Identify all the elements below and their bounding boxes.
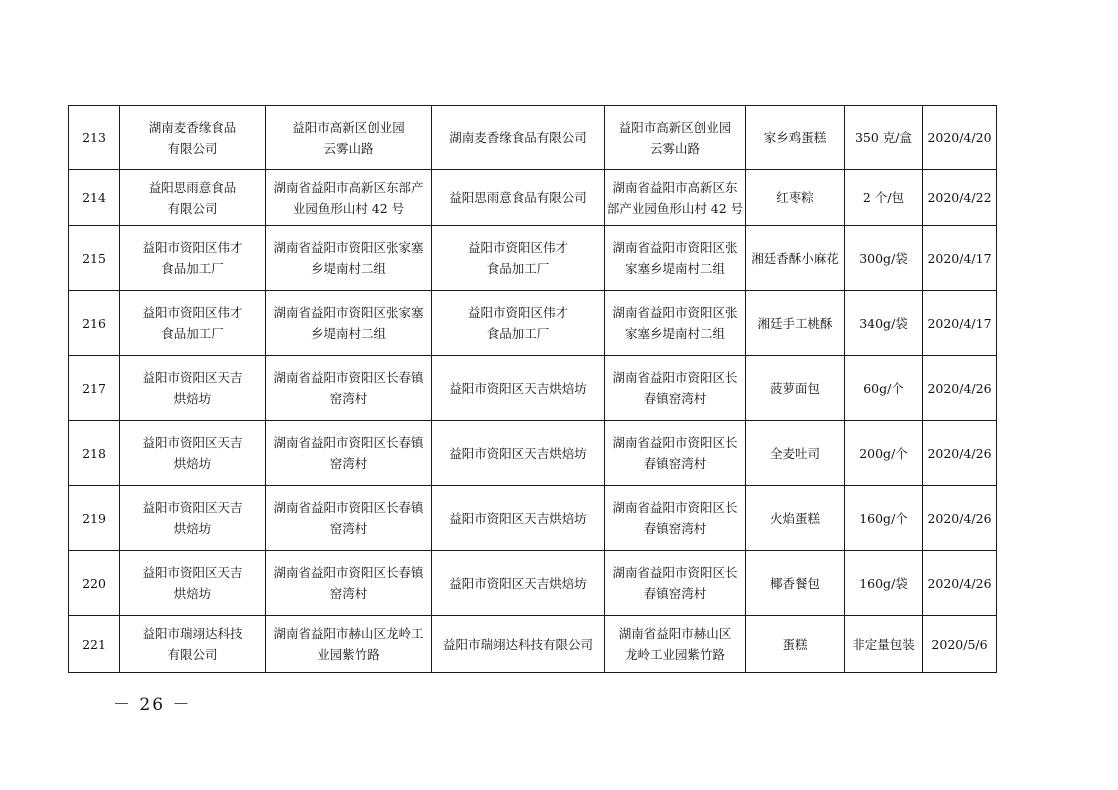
row-number: 218 <box>69 421 120 486</box>
production-date: 2020/4/17 <box>923 291 997 356</box>
product-spec: 非定量包装 <box>845 616 923 673</box>
row-number: 214 <box>69 170 120 226</box>
production-date: 2020/4/22 <box>923 170 997 226</box>
table-row <box>69 291 997 356</box>
table-row <box>69 421 997 486</box>
producer-name: 益阳市资阳区天吉 烘焙坊 <box>120 421 266 486</box>
producer-name: 益阳市资阳区伟才 食品加工厂 <box>120 291 266 356</box>
seller-address: 湖南省益阳市资阳区张 家塞乡堤南村二组 <box>605 291 746 356</box>
product-name: 湘廷香酥小麻花 <box>746 226 845 291</box>
product-name: 火焰蛋糕 <box>746 486 845 551</box>
seller-name: 湖南麦香缘食品有限公司 <box>432 106 605 170</box>
producer-address: 湖南省益阳市资阳区长春镇 窑湾村 <box>266 486 432 551</box>
row-number: 220 <box>69 551 120 616</box>
product-spec: 2 个/包 <box>845 170 923 226</box>
product-spec: 340g/袋 <box>845 291 923 356</box>
row-number: 215 <box>69 226 120 291</box>
product-spec: 160g/袋 <box>845 551 923 616</box>
producer-name: 益阳市资阳区天吉 烘焙坊 <box>120 551 266 616</box>
product-spec: 60g/个 <box>845 356 923 421</box>
product-spec: 300g/袋 <box>845 226 923 291</box>
producer-address: 益阳市高新区创业园 云雾山路 <box>266 106 432 170</box>
row-number: 213 <box>69 106 120 170</box>
table-row <box>69 486 997 551</box>
producer-name: 益阳市瑞翊达科技 有限公司 <box>120 616 266 673</box>
seller-address: 湖南省益阳市赫山区 龙岭工业园紫竹路 <box>605 616 746 673</box>
production-date: 2020/4/17 <box>923 226 997 291</box>
producer-name: 湖南麦香缘食品 有限公司 <box>120 106 266 170</box>
page-number: － 26 － <box>113 695 192 715</box>
table-row <box>69 551 997 616</box>
seller-name: 益阳思雨意食品有限公司 <box>432 170 605 226</box>
row-number: 216 <box>69 291 120 356</box>
production-date: 2020/4/26 <box>923 486 997 551</box>
producer-address: 湖南省益阳市资阳区长春镇 窑湾村 <box>266 356 432 421</box>
row-number: 221 <box>69 616 120 673</box>
table-body <box>69 106 997 673</box>
table-row <box>69 356 997 421</box>
producer-address: 湖南省益阳市资阳区长春镇 窑湾村 <box>266 421 432 486</box>
production-date: 2020/4/26 <box>923 551 997 616</box>
seller-address: 益阳市高新区创业园 云雾山路 <box>605 106 746 170</box>
seller-name: 益阳市瑞翊达科技有限公司 <box>432 616 605 673</box>
sampling-table <box>68 105 997 673</box>
product-name: 全麦吐司 <box>746 421 845 486</box>
seller-name: 益阳市资阳区伟才 食品加工厂 <box>432 226 605 291</box>
table-row <box>69 106 997 170</box>
table-row <box>69 226 997 291</box>
production-date: 2020/4/26 <box>923 356 997 421</box>
product-name: 湘廷手工桃酥 <box>746 291 845 356</box>
product-name: 椰香餐包 <box>746 551 845 616</box>
product-name: 红枣粽 <box>746 170 845 226</box>
seller-address: 湖南省益阳市高新区东 部产业园鱼形山村 42 号 <box>605 170 746 226</box>
seller-address: 湖南省益阳市资阳区长 春镇窑湾村 <box>605 421 746 486</box>
producer-address: 湖南省益阳市资阳区张家塞 乡堤南村二组 <box>266 291 432 356</box>
product-name: 菠萝面包 <box>746 356 845 421</box>
row-number: 217 <box>69 356 120 421</box>
producer-address: 湖南省益阳市资阳区张家塞 乡堤南村二组 <box>266 226 432 291</box>
production-date: 2020/4/20 <box>923 106 997 170</box>
seller-name: 益阳市资阳区天吉烘焙坊 <box>432 551 605 616</box>
product-name: 家乡鸡蛋糕 <box>746 106 845 170</box>
producer-address: 湖南省益阳市赫山区龙岭工 业园紫竹路 <box>266 616 432 673</box>
producer-name: 益阳市资阳区天吉 烘焙坊 <box>120 486 266 551</box>
product-spec: 200g/个 <box>845 421 923 486</box>
production-date: 2020/4/26 <box>923 421 997 486</box>
producer-address: 湖南省益阳市资阳区长春镇 窑湾村 <box>266 551 432 616</box>
seller-name: 益阳市资阳区天吉烘焙坊 <box>432 356 605 421</box>
row-number: 219 <box>69 486 120 551</box>
seller-name: 益阳市资阳区天吉烘焙坊 <box>432 421 605 486</box>
table-row <box>69 616 997 673</box>
seller-address: 湖南省益阳市资阳区长 春镇窑湾村 <box>605 486 746 551</box>
table-row <box>69 170 997 226</box>
seller-address: 湖南省益阳市资阳区张 家塞乡堤南村二组 <box>605 226 746 291</box>
seller-name: 益阳市资阳区伟才 食品加工厂 <box>432 291 605 356</box>
product-spec: 350 克/盒 <box>845 106 923 170</box>
seller-address: 湖南省益阳市资阳区长 春镇窑湾村 <box>605 551 746 616</box>
producer-name: 益阳思雨意食品 有限公司 <box>120 170 266 226</box>
seller-address: 湖南省益阳市资阳区长 春镇窑湾村 <box>605 356 746 421</box>
producer-name: 益阳市资阳区伟才 食品加工厂 <box>120 226 266 291</box>
producer-name: 益阳市资阳区天吉 烘焙坊 <box>120 356 266 421</box>
seller-name: 益阳市资阳区天吉烘焙坊 <box>432 486 605 551</box>
product-spec: 160g/个 <box>845 486 923 551</box>
production-date: 2020/5/6 <box>923 616 997 673</box>
producer-address: 湖南省益阳市高新区东部产 业园鱼形山村 42 号 <box>266 170 432 226</box>
product-name: 蛋糕 <box>746 616 845 673</box>
